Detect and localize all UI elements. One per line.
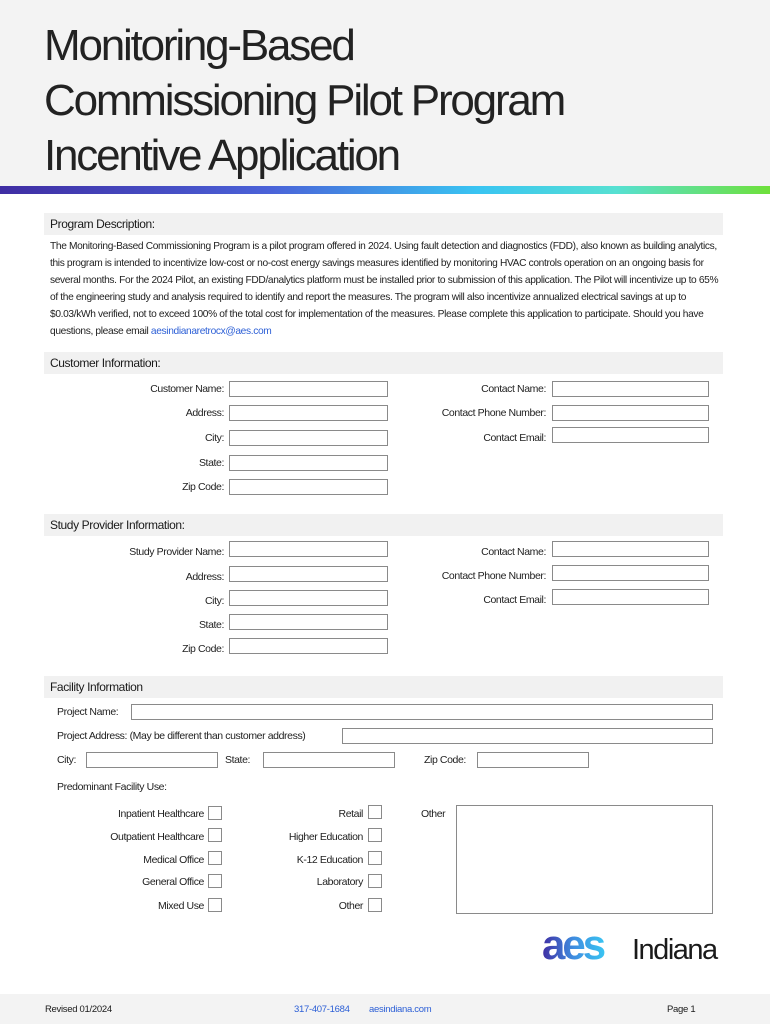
- use-medical-office-checkbox[interactable]: [208, 851, 222, 865]
- provider-name-input[interactable]: [229, 541, 388, 557]
- customer-info-heading: Customer Information:: [44, 352, 723, 374]
- brand-gradient-bar: [0, 186, 770, 194]
- provider-state-label: State:: [198, 619, 224, 631]
- use-other-checkbox[interactable]: [368, 898, 382, 912]
- logo-indiana-text: Indiana: [632, 934, 717, 966]
- use-laboratory-label: Laboratory: [316, 876, 363, 888]
- facility-state-label: State:: [225, 754, 251, 766]
- use-outpatient-label: Outpatient Healthcare: [110, 831, 204, 843]
- customer-state-label: State:: [198, 457, 224, 469]
- program-description-text: [50, 238, 722, 340]
- use-general-office-label: General Office: [142, 876, 204, 888]
- aes-logo-text: aes: [542, 926, 604, 968]
- provider-address-label: Address:: [185, 571, 224, 583]
- use-general-office-checkbox[interactable]: [208, 874, 222, 888]
- customer-address-input[interactable]: [229, 405, 388, 421]
- title-line-1: Monitoring-Based: [44, 21, 354, 70]
- use-other-label: Other: [338, 900, 363, 912]
- use-inpatient-label: Inpatient Healthcare: [118, 808, 204, 820]
- use-inpatient-checkbox[interactable]: [208, 806, 222, 820]
- program-description-heading: Program Description:: [44, 213, 723, 235]
- provider-zip-label: Zip Code:: [182, 643, 224, 655]
- customer-address-label: Address:: [185, 407, 224, 419]
- header-band: [0, 0, 770, 186]
- provider-contact-phone-label: Contact Phone Number:: [441, 570, 546, 582]
- provider-zip-input[interactable]: [229, 638, 388, 654]
- use-k12-education-label: K-12 Education: [296, 854, 363, 866]
- customer-zip-input[interactable]: [229, 479, 388, 495]
- page-title: [44, 18, 564, 183]
- use-retail-checkbox[interactable]: [368, 805, 382, 819]
- facility-city-input[interactable]: [86, 752, 218, 768]
- project-name-label: Project Name:: [57, 706, 119, 718]
- facility-state-input[interactable]: [263, 752, 395, 768]
- footer-revised: Revised 01/2024: [45, 1004, 112, 1015]
- facility-zip-label: Zip Code:: [424, 754, 466, 766]
- customer-name-label: Customer Name:: [150, 383, 224, 395]
- project-name-input[interactable]: [131, 704, 713, 720]
- footer-website-link[interactable]: aesindiana.com: [369, 1004, 432, 1015]
- use-laboratory-checkbox[interactable]: [368, 874, 382, 888]
- facility-info-heading: Facility Information: [44, 676, 723, 698]
- provider-contact-name-input[interactable]: [552, 541, 709, 557]
- provider-city-label: City:: [204, 595, 224, 607]
- other-description-textarea[interactable]: [456, 805, 713, 914]
- use-k12-education-checkbox[interactable]: [368, 851, 382, 865]
- use-outpatient-checkbox[interactable]: [208, 828, 222, 842]
- title-line-2: Commissioning Pilot Program: [44, 76, 565, 125]
- customer-contact-phone-label: Contact Phone Number:: [441, 407, 546, 419]
- use-mixed-use-label: Mixed Use: [158, 900, 204, 912]
- description-body: The Monitoring-Based Commissioning Program is a pilot program offered in 2024. Using fault detection and diagnostics (FDD), also known as building analytics, this program is intended to incentivize low-cost or no-cost energy savings measures identified by monitoring HVAC controls operation on an ongoing basis for several months. For the 2024 Pilot, an existing FDD/analytics platform must be installed prior to submission of this application. The Pilot will incentivize up to 65% of the engineering study and analysis required to identify and report the measures. The program will also incentivize annualized electrical savings at up to $0.03/kWh verified, not to exceed 100% of the total cost for implementation of the measures. Please complete this application to participate. Should you have questions, please email: [50, 241, 719, 337]
- customer-contact-name-label: Contact Name:: [481, 383, 546, 395]
- provider-contact-email-input[interactable]: [552, 589, 709, 605]
- project-address-label: Project Address: (May be different than customer address): [57, 730, 306, 742]
- provider-state-input[interactable]: [229, 614, 388, 630]
- project-address-input[interactable]: [342, 728, 713, 744]
- customer-city-label: City:: [204, 432, 224, 444]
- footer-page-number: Page 1: [667, 1004, 696, 1015]
- provider-contact-phone-input[interactable]: [552, 565, 709, 581]
- use-higher-education-checkbox[interactable]: [368, 828, 382, 842]
- provider-contact-email-label: Contact Email:: [483, 594, 546, 606]
- customer-city-input[interactable]: [229, 430, 388, 446]
- provider-contact-name-label: Contact Name:: [481, 546, 546, 558]
- aes-indiana-logo: [542, 926, 724, 970]
- customer-zip-label: Zip Code:: [182, 481, 224, 493]
- provider-address-input[interactable]: [229, 566, 388, 582]
- title-line-3: Incentive Application: [44, 131, 399, 180]
- aes-logo-mark: [542, 926, 632, 970]
- provider-info-heading: Study Provider Information:: [44, 514, 723, 536]
- customer-contact-email-input[interactable]: [552, 427, 709, 443]
- facility-zip-input[interactable]: [477, 752, 589, 768]
- use-higher-education-label: Higher Education: [288, 831, 363, 843]
- use-retail-label: Retail: [338, 808, 363, 820]
- customer-contact-phone-input[interactable]: [552, 405, 709, 421]
- customer-contact-name-input[interactable]: [552, 381, 709, 397]
- provider-name-label: Study Provider Name:: [129, 546, 224, 558]
- provider-city-input[interactable]: [229, 590, 388, 606]
- footer-phone[interactable]: 317-407-1684: [294, 1004, 350, 1015]
- other-description-label: Other: [421, 808, 446, 820]
- customer-name-input[interactable]: [229, 381, 388, 397]
- customer-contact-email-label: Contact Email:: [483, 432, 546, 444]
- use-mixed-use-checkbox[interactable]: [208, 898, 222, 912]
- use-medical-office-label: Medical Office: [143, 854, 204, 866]
- contact-email-link[interactable]: aesindianaretrocx@aes.com: [150, 326, 272, 337]
- customer-state-input[interactable]: [229, 455, 388, 471]
- facility-use-heading: Predominant Facility Use:: [57, 781, 167, 793]
- facility-city-label: City:: [57, 754, 77, 766]
